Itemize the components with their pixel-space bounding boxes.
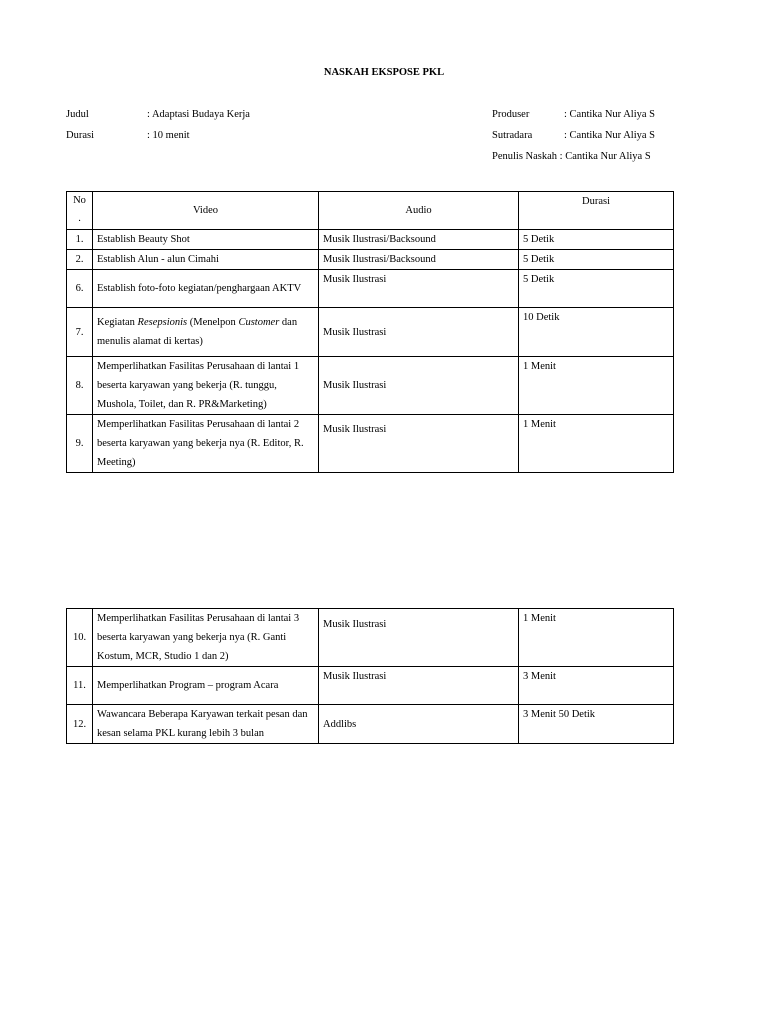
table-row (67, 230, 674, 250)
row-no: 9. (67, 415, 93, 473)
table-row (67, 415, 674, 473)
row-durasi: 5 Detik (519, 270, 674, 308)
meta-value: : Cantika Nur Aliya S (564, 109, 655, 120)
row-durasi: 1 Menit (519, 357, 674, 415)
header-audio: Audio (319, 192, 519, 230)
video-text-italic: Customer (238, 317, 280, 328)
meta-value: : Cantika Nur Aliya S (557, 151, 651, 162)
row-audio: Musik Ilustrasi/Backsound (319, 250, 519, 270)
table-row (67, 308, 674, 357)
row-durasi: 10 Detik (519, 308, 674, 357)
row-audio: Musik Ilustrasi (319, 308, 519, 357)
row-no: 12. (67, 705, 93, 744)
meta-row-judul (66, 104, 250, 125)
meta-label: Judul (66, 109, 89, 120)
row-audio: Musik Ilustrasi (319, 667, 519, 705)
video-text-italic: Resepsionis (137, 317, 188, 328)
row-no: 11. (67, 667, 93, 705)
row-audio: Musik Ilustrasi/Backsound (319, 230, 519, 250)
row-durasi: 5 Detik (519, 250, 674, 270)
row-audio: Musik Ilustrasi (319, 415, 519, 473)
row-video: Wawancara Beberapa Karyawan terkait pesan dan kesan selama PKL kurang lebih 3 bulan (93, 705, 319, 744)
meta-value: : Cantika Nur Aliya S (564, 130, 655, 141)
row-audio: Addlibs (319, 705, 519, 744)
row-audio: Musik Ilustrasi (319, 270, 519, 308)
meta-row-produser (492, 104, 655, 125)
row-audio: Musik Ilustrasi (319, 609, 519, 667)
meta-value: : Adaptasi Budaya Kerja (147, 109, 250, 120)
meta-row-penulis-naskah (492, 146, 655, 167)
table-row (67, 357, 674, 415)
row-no: 8. (67, 357, 93, 415)
video-text: (Menelpon (187, 317, 239, 328)
table-row (67, 270, 674, 308)
row-audio: Musik Ilustrasi (319, 357, 519, 415)
script-table-page-2 (66, 608, 674, 744)
video-text: dan menulis alamat di kertas) (97, 317, 298, 347)
meta-label: Durasi (66, 130, 94, 141)
row-video: Memperlihatkan Fasilitas Perusahaan di lantai 2 beserta karyawan yang bekerja nya (R. Editor, R. Meeting) (93, 415, 319, 473)
meta-label: Sutradara (492, 130, 533, 141)
table-row (67, 705, 674, 744)
header-no (67, 192, 93, 230)
row-no: 6. (67, 270, 93, 308)
row-no: 1. (67, 230, 93, 250)
row-no: 7. (67, 308, 93, 357)
document-title: NASKAH EKSPOSE PKL (323, 67, 445, 78)
header-video: Video (93, 192, 319, 230)
row-no: 2. (67, 250, 93, 270)
row-durasi: 3 Menit (519, 667, 674, 705)
header-no-line2: . (78, 213, 81, 224)
row-video: Memperlihatkan Fasilitas Perusahaan di lantai 1 beserta karyawan yang bekerja (R. tunggu, Mushola, Toilet, dan R. PR&Marketing) (93, 357, 319, 415)
row-durasi: 1 Menit (519, 609, 674, 667)
row-video (93, 308, 319, 357)
meta-label: Produser (492, 109, 530, 120)
table-row (67, 609, 674, 667)
script-table-page-1 (66, 191, 674, 473)
header-durasi: Durasi (519, 192, 674, 230)
table-row (67, 667, 674, 705)
row-video: Establish Alun - alun Cimahi (93, 250, 319, 270)
meta-value: : 10 menit (147, 130, 190, 141)
meta-row-sutradara (492, 125, 655, 146)
table-header-row (67, 192, 674, 230)
header-no-line1: No (73, 195, 86, 206)
video-text: Kegiatan (97, 317, 138, 328)
meta-right-block (492, 104, 655, 167)
table-row (67, 250, 674, 270)
meta-left-block (66, 104, 250, 146)
row-video: Establish foto-foto kegiatan/penghargaan AKTV (93, 270, 319, 308)
row-durasi: 1 Menit (519, 415, 674, 473)
row-video: Memperlihatkan Program – program Acara (93, 667, 319, 705)
row-durasi: 3 Menit 50 Detik (519, 705, 674, 744)
row-video: Memperlihatkan Fasilitas Perusahaan di lantai 3 beserta karyawan yang bekerja nya (R. Ganti Kostum, MCR, Studio 1 dan 2) (93, 609, 319, 667)
row-video: Establish Beauty Shot (93, 230, 319, 250)
row-no: 10. (67, 609, 93, 667)
row-durasi: 5 Detik (519, 230, 674, 250)
meta-row-durasi (66, 125, 250, 146)
meta-label: Penulis Naskah (492, 151, 558, 162)
